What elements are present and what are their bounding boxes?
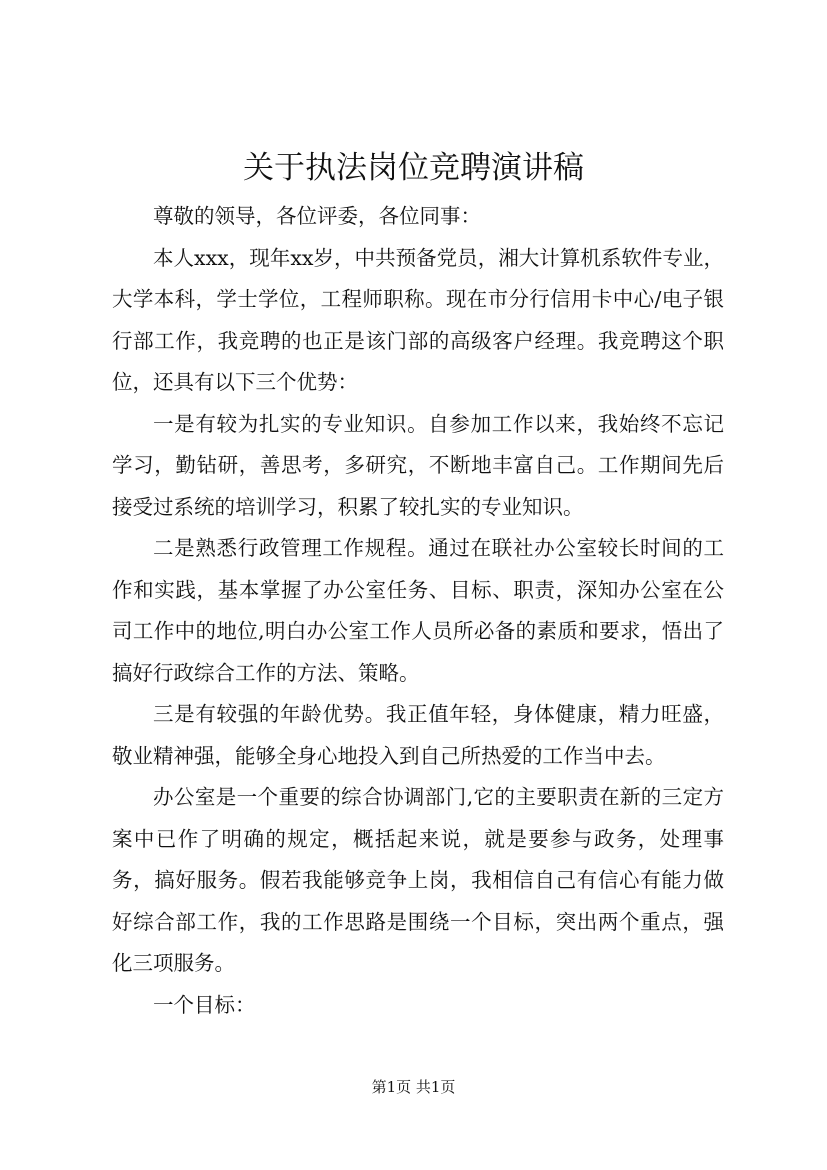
document-title: 关于执法岗位竞聘演讲稿	[243, 150, 584, 186]
paragraph-advantage-1: 一是有较为扎实的专业知识。自参加工作以来，我始终不忘记学习，勤钻研，善思考，多研究，不断地丰富自己。工作期间先后接受过系统的培训学习，积累了较扎实的专业知识。	[112, 411, 724, 519]
paragraph-office-role: 办公室是一个重要的综合协调部门,它的主要职责在新的三定方案中已作了明确的规定，概括起来说，就是要参与政务，处理事务，搞好服务。假若我能够竞争上岗，我相信自己有信心有能力做好综合部工作，我的工作思路是围绕一个目标，突出两个重点，强化三项服务。	[112, 785, 724, 975]
paragraph-advantage-2: 二是熟悉行政管理工作规程。通过在联社办公室较长时间的工作和实践，基本掌握了办公室任务、目标、职责，深知办公室在公司工作中的地位,明白办公室工作人员所必备的素质和要求，悟出了搞好行政综合工作的方法、策略。	[112, 536, 724, 685]
document-body	[112, 196, 724, 1026]
paragraph-one-goal: 一个目标：	[153, 992, 256, 1017]
paragraph-advantage-3: 三是有较强的年龄优势。我正值年轻，身体健康，精力旺盛，敬业精神强，能够全身心地投入到自己所热爱的工作当中去。	[112, 702, 724, 768]
paragraph-introduction: 本人xxx，现年xx岁，中共预备党员，湘大计算机系软件专业，大学本科，学士学位，工程师职称。现在市分行信用卡中心/电子银行部工作，我竞聘的也正是该门部的高级客户经理。我竞聘这个职位，还具有以下三个优势：	[112, 245, 724, 394]
page-footer: 第1页 共1页	[371, 1078, 456, 1096]
paragraph-salutation: 尊敬的领导，各位评委，各位同事：	[153, 204, 481, 228]
